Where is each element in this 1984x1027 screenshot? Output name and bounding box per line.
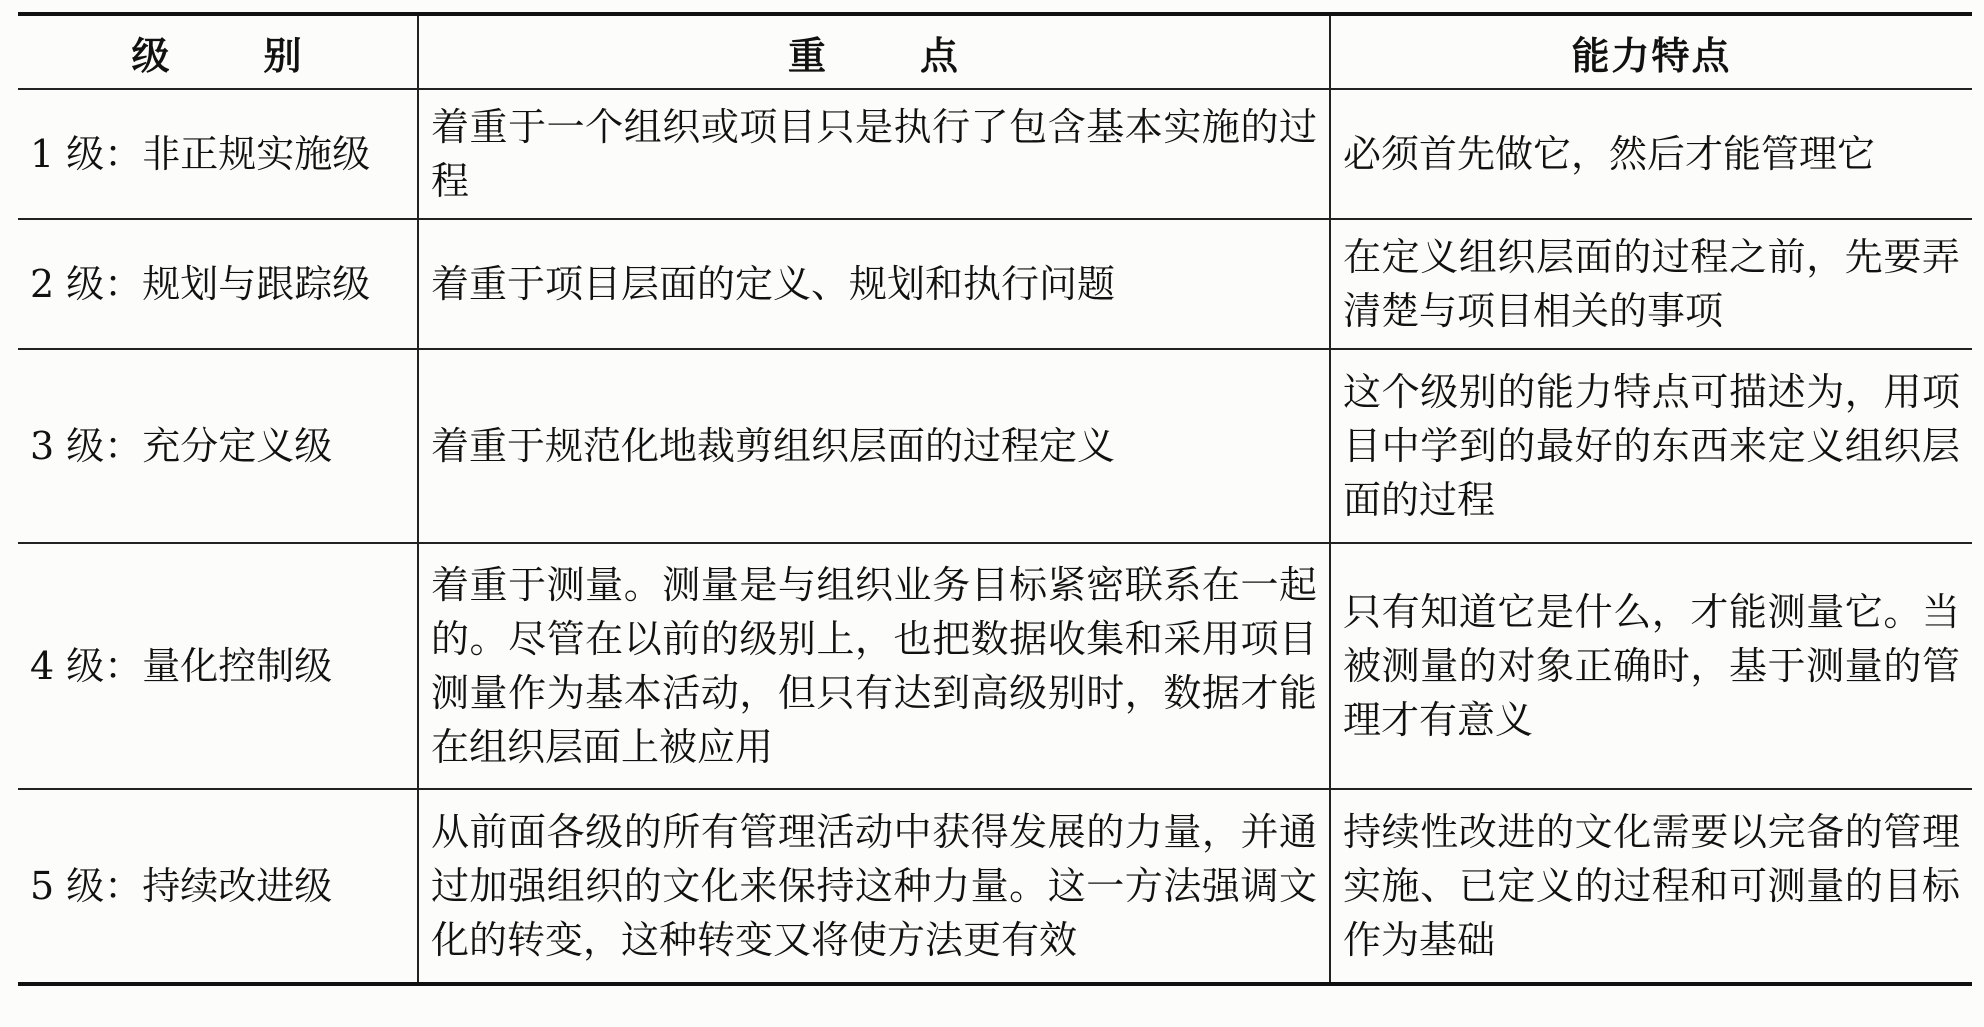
focus-cell: 着重于项目层面的定义、规划和执行问题: [418, 219, 1330, 349]
capability-level-table: [18, 12, 1972, 986]
header-focus: [418, 14, 1330, 89]
table-row: [18, 349, 1972, 543]
focus-cell: 从前面各级的所有管理活动中获得发展的力量，并通过加强组织的文化来保持这种力量。这一方法强调文化的转变，这种转变又将使方法更有效: [418, 789, 1330, 984]
header-focus-char-1: 重: [787, 33, 828, 78]
level-cell: 5 级：持续改进级: [18, 789, 418, 984]
table-row: [18, 789, 1972, 984]
header-level: [18, 14, 418, 89]
table-row: [18, 543, 1972, 789]
header-level-char-1: 级: [131, 33, 172, 78]
table-row: [18, 219, 1972, 349]
header-level-char-2: 别: [263, 33, 304, 78]
level-cell: 3 级：充分定义级: [18, 349, 418, 543]
level-cell: 1 级：非正规实施级: [18, 89, 418, 219]
focus-cell: 着重于测量。测量是与组织业务目标紧密联系在一起的。尽管在以前的级别上，也把数据收集和采用项目测量作为基本活动，但只有达到高级别时，数据才能在组织层面上被应用: [418, 543, 1330, 789]
focus-cell: 着重于一个组织或项目只是执行了包含基本实施的过程: [418, 89, 1330, 219]
ability-cell: 在定义组织层面的过程之前，先要弄清楚与项目相关的事项: [1330, 219, 1972, 349]
header-ability: 能力特点: [1330, 14, 1972, 89]
table-row: [18, 89, 1972, 219]
ability-cell: 持续性改进的文化需要以完备的管理实施、已定义的过程和可测量的目标作为基础: [1330, 789, 1972, 984]
header-focus-char-2: 点: [920, 33, 961, 78]
focus-cell: 着重于规范化地裁剪组织层面的过程定义: [418, 349, 1330, 543]
ability-cell: 这个级别的能力特点可描述为，用项目中学到的最好的东西来定义组织层面的过程: [1330, 349, 1972, 543]
ability-cell: 只有知道它是什么，才能测量它。当被测量的对象正确时，基于测量的管理才有意义: [1330, 543, 1972, 789]
level-cell: 2 级：规划与跟踪级: [18, 219, 418, 349]
level-cell: 4 级：量化控制级: [18, 543, 418, 789]
ability-cell: 必须首先做它，然后才能管理它: [1330, 89, 1972, 219]
table-header-row: [18, 14, 1972, 89]
